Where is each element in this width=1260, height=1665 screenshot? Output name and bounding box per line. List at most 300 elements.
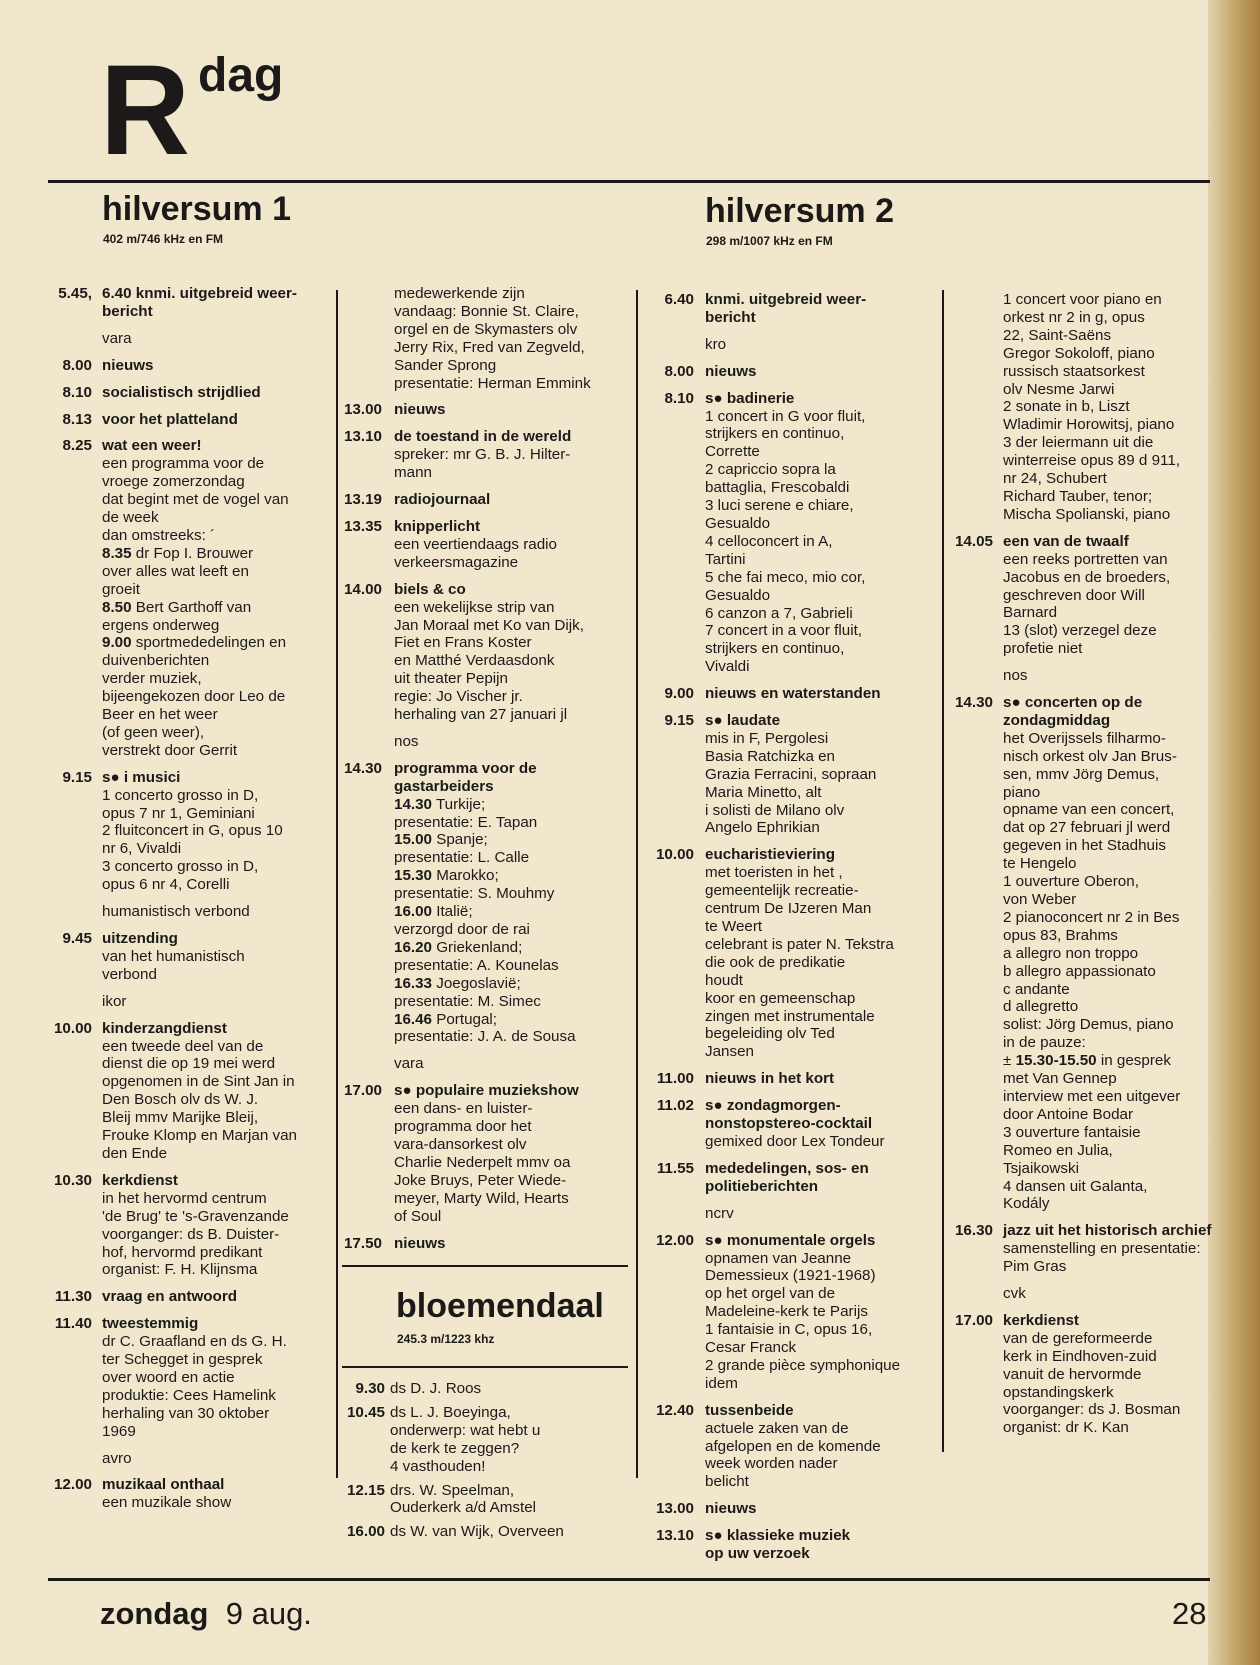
time-slot-blank bbox=[952, 667, 993, 685]
time-label: 17.00 bbox=[343, 1082, 382, 1100]
column-divider bbox=[942, 290, 944, 1452]
entry-spacer bbox=[652, 354, 937, 363]
entry-body bbox=[694, 363, 937, 381]
organization-entry bbox=[50, 993, 332, 1011]
column-hilversum1-afternoon bbox=[342, 285, 628, 1252]
broadcaster-label: kro bbox=[705, 335, 727, 353]
schedule-entry bbox=[50, 1172, 332, 1279]
program-detail: Vivaldi bbox=[705, 658, 750, 676]
program-title: s● klassieke muziek bbox=[705, 1527, 851, 1545]
entry-spacer bbox=[652, 1491, 937, 1500]
program-detail: houdt bbox=[705, 971, 744, 989]
entry-spacer bbox=[952, 1303, 1232, 1312]
program-detail: ± 15.30-15.50 in gesprek bbox=[1003, 1052, 1171, 1070]
program-detail: presentatie: E. Tapan bbox=[394, 813, 538, 831]
time-label: 14.30 bbox=[954, 694, 993, 712]
entry-body bbox=[993, 533, 1232, 658]
program-detail: 'de Brug' te 's-Gravenzande bbox=[102, 1207, 289, 1225]
footer-daydate: 9 aug. bbox=[225, 1596, 312, 1631]
program-detail: Grazia Ferracini, sopraan bbox=[705, 765, 877, 783]
broadcaster-label: nos bbox=[1003, 667, 1028, 685]
program-detail: idem bbox=[705, 1374, 738, 1392]
entry-body bbox=[385, 1380, 628, 1398]
entry-body bbox=[694, 1097, 937, 1151]
time-label: 8.00 bbox=[664, 362, 694, 380]
footer-weekday: zondag bbox=[100, 1596, 209, 1631]
time-label: 14.00 bbox=[343, 580, 382, 598]
program-title: jazz uit het historisch archief bbox=[1003, 1222, 1212, 1240]
entry-spacer bbox=[50, 402, 332, 411]
broadcaster-label: avro bbox=[102, 1449, 132, 1467]
program-detail: in de pauze: bbox=[1003, 1034, 1086, 1052]
schedule-entry bbox=[342, 1523, 628, 1541]
schedule-entry bbox=[652, 1160, 937, 1196]
embedded-time: 16.46 bbox=[394, 1010, 433, 1028]
organization-entry bbox=[50, 903, 332, 921]
entry-body bbox=[694, 1232, 937, 1393]
organization-entry bbox=[952, 667, 1232, 685]
program-detail: over alles wat leeft en bbox=[102, 562, 249, 580]
program-detail: verzorgd door de rai bbox=[394, 921, 530, 938]
program-detail: hof, hervormd predikant bbox=[102, 1243, 263, 1261]
program-detail: presentatie: Herman Emmink bbox=[394, 374, 591, 392]
time-label: 10.00 bbox=[655, 846, 694, 864]
program-detail: ds L. J. Boeyinga, bbox=[390, 1403, 511, 1421]
schedule-entry bbox=[342, 518, 628, 572]
station-title-hilversum1: hilversum 1 bbox=[102, 190, 291, 228]
footer-date bbox=[100, 1598, 312, 1629]
time-label: 9.00 bbox=[664, 685, 694, 703]
broadcaster-label: cvk bbox=[1003, 1285, 1026, 1303]
program-detail: herhaling van 30 oktober bbox=[102, 1404, 270, 1422]
program-detail: over woord en actie bbox=[102, 1368, 235, 1386]
entry-spacer bbox=[952, 524, 1232, 533]
time-label bbox=[952, 291, 993, 524]
program-detail: opus 7 nr 1, Geminiani bbox=[102, 804, 255, 822]
program-detail: 1 concerto grosso in D, bbox=[102, 786, 259, 804]
schedule-entry bbox=[342, 581, 628, 724]
program-detail: onderwerp: wat hebt u bbox=[390, 1421, 541, 1439]
program-detail: 22, Saint-Saëns bbox=[1003, 326, 1112, 344]
program-detail: nr 24, Schubert bbox=[1003, 470, 1107, 488]
entry-spacer bbox=[342, 724, 628, 733]
entry-body bbox=[92, 930, 332, 984]
program-detail: door Antoine Bodar bbox=[1003, 1105, 1134, 1123]
time-label: 13.10 bbox=[655, 1527, 694, 1545]
program-detail: voorganger: ds J. Bosman bbox=[1003, 1401, 1181, 1419]
entry-body bbox=[92, 1315, 332, 1440]
entry-body bbox=[382, 1235, 628, 1253]
program-detail: 3 concerto grosso in D, bbox=[102, 858, 259, 876]
entry-spacer bbox=[652, 1223, 937, 1232]
program-detail: opus 6 nr 4, Corelli bbox=[102, 876, 230, 894]
program-detail: verstrekt door Gerrit bbox=[102, 741, 238, 759]
station-title-bloemendaal: bloemendaal bbox=[396, 1287, 604, 1325]
program-detail: 9.00 sportmededelingen en bbox=[102, 634, 287, 652]
time-slot-blank bbox=[952, 1285, 993, 1303]
organization-entry bbox=[952, 1285, 1232, 1303]
column-hilversum2-afternoon bbox=[952, 291, 1232, 1437]
schedule-entry bbox=[50, 411, 332, 429]
program-detail: organist: dr K. Kan bbox=[1003, 1419, 1129, 1437]
program-detail: Demessieux (1921-1968) bbox=[705, 1267, 876, 1285]
program-detail: een muzikale show bbox=[102, 1494, 232, 1512]
program-detail: Tartini bbox=[705, 550, 746, 568]
program-title: zondagmiddag bbox=[1003, 711, 1111, 729]
program-title: nieuws bbox=[705, 362, 757, 380]
station-frequency-bloemendaal: 245.3 m/1223 khz bbox=[397, 1332, 495, 1346]
schedule-entry bbox=[342, 285, 628, 392]
program-detail: strijkers en continuo, bbox=[705, 425, 845, 443]
entry-body bbox=[385, 1523, 628, 1541]
entry-body bbox=[385, 1404, 628, 1476]
time-label: 11.55 bbox=[656, 1159, 694, 1177]
program-title: s● zondagmorgen- bbox=[705, 1097, 841, 1115]
organization-entry bbox=[50, 330, 332, 348]
program-detail: kerk in Eindhoven-zuid bbox=[1003, 1347, 1157, 1365]
entry-spacer bbox=[50, 1467, 332, 1476]
entry-spacer bbox=[652, 703, 937, 712]
entry-body bbox=[385, 1482, 628, 1518]
entry-spacer bbox=[342, 482, 628, 491]
program-detail: duivenberichten bbox=[102, 652, 210, 670]
time-label: 8.13 bbox=[62, 410, 92, 428]
time-label: 12.00 bbox=[53, 1476, 92, 1494]
program-detail: presentatie: J. A. de Sousa bbox=[394, 1028, 576, 1046]
program-detail: te Hengelo bbox=[1003, 855, 1077, 873]
schedule-entry bbox=[342, 428, 628, 482]
program-detail: ter Schegget in gesprek bbox=[102, 1351, 263, 1369]
program-detail: vanuit de hervormde bbox=[1003, 1365, 1142, 1383]
schedule-entry bbox=[652, 685, 937, 703]
organization-entry bbox=[50, 1450, 332, 1468]
program-detail: orkest nr 2 in g, opus bbox=[1003, 308, 1145, 326]
program-detail: 15.30 Marokko; bbox=[394, 867, 499, 885]
program-detail: Ouderkerk a/d Amstel bbox=[390, 1499, 537, 1517]
broadcaster-label: humanistisch verbond bbox=[102, 903, 250, 921]
program-detail: Jan Moraal met Ko van Dijk, bbox=[394, 616, 584, 634]
schedule-entry bbox=[952, 694, 1232, 1213]
program-detail: op het orgel van de bbox=[705, 1285, 836, 1303]
program-detail: een reeks portretten van bbox=[1003, 550, 1168, 568]
program-title: programma voor de bbox=[394, 759, 537, 777]
entry-body bbox=[382, 401, 628, 419]
time-label: 11.30 bbox=[54, 1288, 92, 1306]
schedule-entry bbox=[952, 533, 1232, 658]
program-detail: Barnard bbox=[1003, 604, 1058, 622]
time-slot-blank bbox=[50, 330, 92, 348]
time-slot-blank bbox=[50, 903, 92, 921]
entry-spacer bbox=[50, 894, 332, 903]
program-detail: voorganger: ds B. Duister- bbox=[102, 1225, 280, 1243]
entry-body bbox=[92, 384, 332, 402]
schedule-entry bbox=[342, 401, 628, 419]
schedule-entry bbox=[50, 357, 332, 375]
column-divider bbox=[336, 290, 338, 1478]
program-title: kerkdienst bbox=[102, 1171, 178, 1189]
entry-body bbox=[92, 1172, 332, 1279]
entry-body bbox=[993, 291, 1232, 524]
program-detail: battaglia, Frescobaldi bbox=[705, 479, 850, 497]
entry-body bbox=[382, 1082, 628, 1225]
entry-spacer bbox=[652, 381, 937, 390]
program-detail: Frouke Klomp en Marjan van bbox=[102, 1127, 297, 1145]
entry-spacer bbox=[342, 751, 628, 760]
embedded-time: 15.30 bbox=[394, 867, 433, 885]
program-detail: opname van een concert, bbox=[1003, 801, 1175, 819]
entry-spacer bbox=[342, 1226, 628, 1235]
entry-spacer bbox=[652, 676, 937, 685]
organization-entry bbox=[342, 733, 628, 751]
program-detail: spreker: mr G. B. J. Hilter- bbox=[394, 446, 571, 464]
program-detail: ds W. van Wijk, Overveen bbox=[390, 1523, 564, 1541]
program-detail: 8.35 dr Fop I. Brouwer bbox=[102, 544, 254, 562]
program-detail: met toeristen in het , bbox=[705, 864, 843, 882]
program-detail: Angelo Ephrikian bbox=[705, 819, 820, 837]
time-label: 13.10 bbox=[343, 428, 382, 446]
program-detail: 2 sonate in b, Liszt bbox=[1003, 398, 1130, 416]
time-label: 12.40 bbox=[655, 1401, 694, 1419]
entry-body bbox=[694, 846, 937, 1061]
entry-body bbox=[382, 581, 628, 724]
program-detail: 7 concert in a voor fluit, bbox=[705, 622, 863, 640]
program-detail: mis in F, Pergolesi bbox=[705, 729, 829, 747]
time-label: 17.00 bbox=[954, 1311, 993, 1329]
entry-spacer bbox=[652, 1196, 937, 1205]
program-detail: orgel en de Skymasters olv bbox=[394, 320, 578, 338]
entry-body bbox=[694, 712, 937, 837]
program-detail: een wekelijkse strip van bbox=[394, 598, 555, 616]
entry-body bbox=[694, 1402, 937, 1492]
program-title: nieuws bbox=[394, 401, 446, 419]
entry-spacer bbox=[50, 321, 332, 330]
entry-body bbox=[92, 357, 332, 375]
bottom-rule bbox=[48, 1578, 1210, 1581]
entry-body bbox=[694, 1070, 937, 1088]
entry-spacer bbox=[50, 1279, 332, 1288]
page-number: 28 bbox=[1172, 1596, 1207, 1631]
program-detail: Jacobus en de broeders, bbox=[1003, 568, 1171, 586]
program-detail: Mischa Spolianski, piano bbox=[1003, 505, 1171, 523]
program-title: politieberichten bbox=[705, 1177, 819, 1195]
schedule-entry bbox=[50, 769, 332, 894]
program-title: uitzending bbox=[102, 930, 178, 947]
program-detail: 2 fluitconcert in G, opus 10 bbox=[102, 822, 283, 840]
program-detail: 1 concert in G voor fluit, bbox=[705, 407, 866, 425]
program-detail: Madeleine-kerk te Parijs bbox=[705, 1303, 868, 1321]
time-label: 14.05 bbox=[954, 532, 993, 550]
program-title: wat een weer! bbox=[102, 437, 202, 455]
program-title: bericht bbox=[102, 302, 153, 320]
embedded-time: 8.50 bbox=[102, 598, 132, 616]
entry-body bbox=[694, 1527, 937, 1563]
entry-body bbox=[993, 694, 1232, 1213]
program-detail: te Weert bbox=[705, 918, 763, 935]
program-detail: b allegro appassionato bbox=[1003, 962, 1156, 980]
time-label: 12.00 bbox=[655, 1231, 694, 1249]
schedule-entry bbox=[652, 1527, 937, 1563]
program-detail: 1 concert voor piano en bbox=[1003, 291, 1162, 308]
schedule-entry bbox=[342, 1482, 628, 1518]
entry-body bbox=[92, 1288, 332, 1306]
program-detail: Beer en het weer bbox=[102, 706, 218, 724]
program-detail: van de gereformeerde bbox=[1003, 1329, 1153, 1347]
program-detail: 4 dansen uit Galanta, bbox=[1003, 1177, 1148, 1195]
entry-spacer bbox=[652, 327, 937, 336]
program-title: voor het platteland bbox=[102, 410, 238, 428]
program-detail: 6 canzon a 7, Gabrieli bbox=[705, 604, 853, 622]
schedule-entry bbox=[652, 363, 937, 381]
program-detail: Den Bosch olv ds W. J. bbox=[102, 1091, 259, 1109]
entry-spacer bbox=[50, 984, 332, 993]
program-detail: 16.00 Italië; bbox=[394, 903, 473, 921]
program-detail: produktie: Cees Hamelink bbox=[102, 1386, 276, 1404]
entry-spacer bbox=[952, 1276, 1232, 1285]
program-detail: opstandingskerk bbox=[1003, 1383, 1114, 1401]
program-detail: Basia Ratchizka en bbox=[705, 747, 836, 765]
program-detail: groeit bbox=[102, 580, 140, 598]
program-detail: Gesualdo bbox=[705, 586, 771, 604]
time-label: 5.45, bbox=[58, 285, 92, 302]
program-detail: 2 grande pièce symphonique bbox=[705, 1356, 901, 1374]
program-detail: vandaag: Bonnie St. Claire, bbox=[394, 302, 579, 320]
program-title: muzikaal onthaal bbox=[102, 1476, 225, 1494]
program-detail: 16.20 Griekenland; bbox=[394, 938, 523, 956]
time-slot-blank bbox=[652, 1205, 694, 1223]
broadcaster-label: vara bbox=[102, 329, 132, 347]
entry-spacer bbox=[50, 921, 332, 930]
schedule-entry bbox=[652, 1070, 937, 1088]
program-detail: 4 celloconcert in A, bbox=[705, 532, 833, 550]
entry-spacer bbox=[952, 1213, 1232, 1222]
entry-body bbox=[382, 518, 628, 572]
program-detail: 1969 bbox=[102, 1422, 136, 1440]
organization-entry bbox=[652, 336, 937, 354]
program-detail: 16.33 Joegoslavië; bbox=[394, 974, 521, 992]
program-detail: belicht bbox=[705, 1473, 749, 1491]
entry-body bbox=[993, 1222, 1232, 1276]
program-detail: een programma voor de bbox=[102, 455, 265, 473]
entry-body bbox=[382, 285, 628, 392]
entry-spacer bbox=[50, 1441, 332, 1450]
program-title: 6.40 knmi. uitgebreid weer- bbox=[102, 285, 297, 302]
program-detail: verder muziek, bbox=[102, 670, 202, 688]
program-title: biels & co bbox=[394, 580, 466, 598]
program-detail: celebrant is pater N. Tekstra bbox=[705, 935, 894, 953]
program-title: nieuws bbox=[102, 356, 154, 374]
program-detail: een dans- en luister- bbox=[394, 1100, 533, 1118]
program-detail: a allegro non troppo bbox=[1003, 944, 1139, 962]
program-detail: 2 capriccio sopra la bbox=[705, 461, 836, 479]
broadcaster-label: ikor bbox=[102, 992, 127, 1010]
program-detail: medewerkende zijn bbox=[394, 285, 525, 302]
program-title: knmi. uitgebreid weer- bbox=[705, 291, 867, 308]
program-detail: Romeo en Julia, bbox=[1003, 1141, 1113, 1159]
entry-body bbox=[694, 390, 937, 677]
program-title: s● i musici bbox=[102, 768, 181, 786]
program-detail: mann bbox=[394, 464, 432, 482]
time-label: 13.00 bbox=[655, 1500, 694, 1518]
program-detail: Bleij mmv Marijke Bleij, bbox=[102, 1109, 259, 1127]
time-label: 9.30 bbox=[355, 1380, 385, 1397]
program-detail: een veertiendaags radio bbox=[394, 535, 557, 553]
time-label: 6.40 bbox=[664, 291, 694, 308]
time-label bbox=[342, 285, 382, 392]
program-title: nieuws bbox=[705, 1500, 757, 1518]
program-detail: Corrette bbox=[705, 443, 760, 461]
time-slot-blank bbox=[342, 1055, 382, 1073]
entry-spacer bbox=[50, 348, 332, 357]
program-detail: Maria Minetto, alt bbox=[705, 783, 822, 801]
entry-spacer bbox=[50, 1163, 332, 1172]
program-detail: 13 (slot) verzegel deze bbox=[1003, 622, 1157, 640]
program-detail: actuele zaken van de bbox=[705, 1419, 849, 1437]
entry-body bbox=[694, 1500, 937, 1518]
schedule-entry bbox=[652, 1232, 937, 1393]
program-detail: Gregor Sokoloff, piano bbox=[1003, 344, 1155, 362]
program-detail: 3 der leiermann uit die bbox=[1003, 434, 1154, 452]
program-title: bericht bbox=[705, 308, 756, 326]
program-detail: interview met een uitgever bbox=[1003, 1087, 1181, 1105]
program-detail: regie: Jo Vischer jr. bbox=[394, 688, 523, 706]
entry-spacer bbox=[50, 1306, 332, 1315]
program-detail: 16.46 Portugal; bbox=[394, 1010, 498, 1028]
entry-body bbox=[382, 760, 628, 1047]
program-title: nonstopstereo-cocktail bbox=[705, 1115, 873, 1133]
program-detail: opnamen van Jeanne bbox=[705, 1249, 852, 1267]
schedule-entry bbox=[50, 1288, 332, 1306]
bloemendaal-top-rule bbox=[342, 1265, 628, 1267]
program-detail: de kerk te zeggen? bbox=[390, 1439, 520, 1457]
program-detail: Richard Tauber, tenor; bbox=[1003, 487, 1153, 505]
program-detail: drs. W. Speelman, bbox=[390, 1481, 515, 1499]
program-detail: presentatie: M. Simec bbox=[394, 992, 541, 1010]
program-detail: programma door het bbox=[394, 1118, 532, 1136]
time-label: 13.00 bbox=[343, 401, 382, 419]
organization-entry bbox=[652, 1205, 937, 1223]
program-detail: 1 ouverture Oberon, bbox=[1003, 873, 1139, 891]
program-detail: dienst die op 19 mei werd bbox=[102, 1055, 276, 1073]
program-detail: week worden nader bbox=[705, 1455, 838, 1473]
program-title: s● populaire muziekshow bbox=[394, 1082, 579, 1100]
entry-spacer bbox=[50, 760, 332, 769]
program-detail: nisch orkest olv Jan Brus- bbox=[1003, 747, 1177, 765]
time-label: 10.30 bbox=[53, 1171, 92, 1189]
program-detail: gemixed door Lex Tondeur bbox=[705, 1132, 885, 1150]
schedule-entry bbox=[952, 1222, 1232, 1276]
time-label: 13.19 bbox=[343, 491, 382, 509]
program-detail: Fiet en Frans Koster bbox=[394, 634, 532, 652]
station-title-hilversum2: hilversum 2 bbox=[705, 192, 894, 230]
program-title: s● badinerie bbox=[705, 389, 795, 407]
program-detail: een tweede deel van de bbox=[102, 1037, 264, 1055]
program-detail: sen, mmv Jörg Demus, bbox=[1003, 765, 1160, 783]
embedded-time: 15.30-15.50 bbox=[1015, 1052, 1097, 1070]
program-title: tweestemmig bbox=[102, 1315, 199, 1333]
time-slot-blank bbox=[342, 733, 382, 751]
program-title: radiojournaal bbox=[394, 491, 491, 509]
program-detail: 14.30 Turkije; bbox=[394, 795, 486, 813]
top-rule bbox=[48, 180, 1210, 183]
column-hilversum2-morning bbox=[652, 291, 937, 1563]
program-detail: verkeersmagazine bbox=[394, 553, 519, 571]
schedule-entry bbox=[50, 437, 332, 759]
program-title: vraag en antwoord bbox=[102, 1288, 238, 1306]
program-detail: dat begint met de vogel van bbox=[102, 491, 289, 509]
time-label: 13.35 bbox=[343, 517, 382, 535]
program-title: nieuws bbox=[394, 1234, 446, 1252]
schedule-entry bbox=[342, 1082, 628, 1225]
